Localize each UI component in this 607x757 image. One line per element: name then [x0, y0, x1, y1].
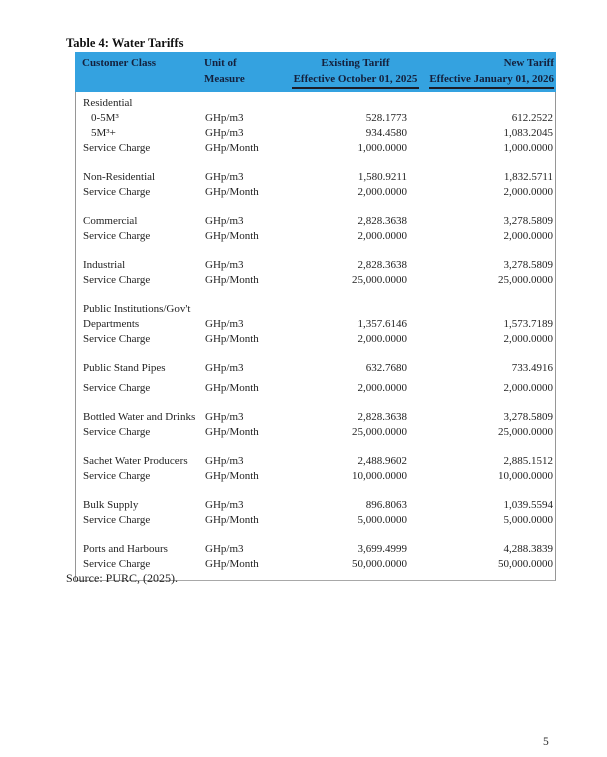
header-customer-class	[75, 55, 204, 89]
cell-new-tariff: 1,573.7189	[503, 318, 553, 330]
table-title: Table 4: Water Tariffs	[66, 36, 184, 50]
table-section	[76, 214, 555, 244]
header-new-tariff	[428, 55, 556, 89]
header-existing-tariff	[283, 55, 428, 89]
cell-label: Service Charge	[83, 142, 151, 154]
cell-existing: 10,000.0000	[352, 470, 407, 482]
cell-new-tariff: 1,083.2045	[503, 127, 553, 139]
cell-label: Non-Residential	[83, 171, 156, 183]
cell-unit: GHp/Month	[205, 382, 259, 394]
cell-label: Sachet Water Producers	[83, 455, 188, 467]
cell-existing: 2,000.0000	[357, 230, 407, 242]
header-customer-class-label: Customer Class	[82, 57, 157, 69]
cell-label: Industrial	[83, 259, 126, 271]
cell-existing: 25,000.0000	[352, 274, 407, 286]
cell-unit	[205, 302, 284, 317]
cell-label: Public Institutions/Gov't	[83, 303, 191, 315]
table-row	[76, 111, 555, 126]
cell-new-tariff: 25,000.0000	[498, 426, 553, 438]
cell-new-tariff: 10,000.0000	[498, 470, 553, 482]
cell-label: Bulk Supply	[83, 499, 139, 511]
source-note: Source: PURC, (2025).	[66, 571, 178, 585]
cell-existing: 2,000.0000	[357, 382, 407, 394]
table-section	[76, 498, 555, 528]
cell-existing: 934.4580	[365, 127, 407, 139]
cell-existing: 5,000.0000	[357, 514, 407, 526]
header-new-line2	[428, 71, 554, 89]
cell-new-tariff	[429, 96, 557, 111]
table-section	[76, 258, 555, 288]
table-row	[76, 258, 555, 273]
cell-new-tariff: 5,000.0000	[503, 514, 553, 526]
cell-label: Service Charge	[83, 426, 151, 438]
table-section	[76, 454, 555, 484]
cell-unit: GHp/Month	[205, 426, 259, 438]
water-tariffs-table	[75, 52, 556, 581]
cell-unit: GHp/Month	[205, 230, 259, 242]
cell-existing: 3,699.4999	[357, 543, 407, 555]
cell-existing: 1,357.6146	[357, 318, 407, 330]
cell-existing: 528.1773	[365, 112, 407, 124]
cell-existing: 2,828.3638	[357, 259, 407, 271]
cell-unit: GHp/Month	[205, 274, 259, 286]
table-row	[76, 425, 555, 440]
table-row	[76, 498, 555, 513]
table-row	[76, 317, 555, 332]
cell-new-tariff: 3,278.5809	[503, 215, 553, 227]
cell-new-tariff: 3,278.5809	[503, 259, 553, 271]
table-row	[76, 214, 555, 229]
header-new-effective-date: Effective January 01, 2026	[429, 71, 554, 89]
cell-new-tariff: 1,039.5594	[503, 499, 553, 511]
table-row	[76, 513, 555, 528]
cell-new-tariff: 2,885.1512	[503, 455, 553, 467]
table-row	[76, 361, 555, 376]
cell-new-tariff: 4,288.3839	[503, 543, 553, 555]
cell-new-tariff: 1,832.5711	[503, 171, 553, 183]
cell-unit: GHp/m3	[205, 171, 244, 183]
page-number: 5	[543, 736, 549, 748]
cell-new-tariff: 3,278.5809	[503, 411, 553, 423]
table-row	[76, 542, 555, 557]
cell-label: Commercial	[83, 215, 138, 227]
cell-label: Service Charge	[83, 558, 151, 570]
cell-unit: GHp/m3	[205, 362, 244, 374]
table-section	[76, 542, 555, 572]
cell-label: 5M³+	[91, 127, 116, 139]
cell-label: Departments	[83, 318, 140, 330]
cell-label: Service Charge	[83, 470, 151, 482]
cell-label: Service Charge	[83, 230, 151, 242]
table-row	[76, 557, 555, 572]
cell-new-tariff: 25,000.0000	[498, 274, 553, 286]
cell-new-tariff: 1,000.0000	[503, 142, 553, 154]
table-section	[76, 302, 555, 347]
cell-new-tariff: 2,000.0000	[503, 333, 553, 345]
cell-existing: 2,488.9602	[357, 455, 407, 467]
cell-new-tariff	[429, 302, 557, 317]
cell-label: 0-5M³	[91, 112, 119, 124]
table-row	[76, 170, 555, 185]
cell-unit: GHp/m3	[205, 259, 244, 271]
table-row	[76, 454, 555, 469]
table-section	[76, 361, 555, 396]
cell-label: Bottled Water and Drinks	[83, 411, 196, 423]
cell-unit: GHp/m3	[205, 127, 244, 139]
cell-existing: 896.8063	[365, 499, 407, 511]
table-row	[76, 302, 555, 317]
cell-label: Service Charge	[83, 186, 151, 198]
cell-unit: GHp/m3	[205, 543, 244, 555]
cell-unit: GHp/m3	[205, 318, 244, 330]
table-row	[76, 141, 555, 156]
cell-unit: GHp/m3	[205, 455, 244, 467]
cell-unit: GHp/m3	[205, 215, 244, 227]
header-existing-effective-date: Effective October 01, 2025	[292, 71, 420, 89]
table-section	[76, 170, 555, 200]
table-row	[76, 410, 555, 425]
cell-new-tariff: 733.4916	[511, 362, 553, 374]
cell-label: Ports and Harbours	[83, 543, 168, 555]
cell-existing: 1,580.9211	[357, 171, 407, 183]
header-existing-line2	[283, 71, 428, 89]
cell-unit: GHp/Month	[205, 558, 259, 570]
cell-new-tariff: 612.2522	[511, 112, 553, 124]
cell-new-tariff: 2,000.0000	[503, 186, 553, 198]
table-row	[76, 185, 555, 200]
cell-existing: 2,000.0000	[357, 333, 407, 345]
table-section	[76, 96, 555, 156]
header-unit-line2: Measure	[204, 73, 245, 85]
cell-existing: 2,000.0000	[357, 186, 407, 198]
cell-unit: GHp/Month	[205, 186, 259, 198]
cell-label: Residential	[83, 97, 133, 109]
cell-new-tariff: 50,000.0000	[498, 558, 553, 570]
cell-label: Service Charge	[83, 274, 151, 286]
cell-unit	[205, 96, 284, 111]
cell-unit: GHp/m3	[205, 499, 244, 511]
cell-unit: GHp/Month	[205, 333, 259, 345]
table-row	[76, 273, 555, 288]
table-row	[76, 332, 555, 347]
cell-existing: 50,000.0000	[352, 558, 407, 570]
cell-new-tariff: 2,000.0000	[503, 230, 553, 242]
table-row	[76, 469, 555, 484]
cell-existing: 25,000.0000	[352, 426, 407, 438]
cell-existing: 2,828.3638	[357, 411, 407, 423]
header-new-line1: New Tariff	[503, 57, 554, 69]
cell-unit: GHp/m3	[205, 112, 244, 124]
table-body	[75, 92, 556, 581]
cell-label: Public Stand Pipes	[83, 362, 166, 374]
table-header	[75, 52, 556, 92]
cell-existing	[284, 96, 429, 111]
cell-existing: 632.7680	[365, 362, 407, 374]
cell-unit: GHp/Month	[205, 470, 259, 482]
table-row	[76, 96, 555, 111]
cell-label: Service Charge	[83, 514, 151, 526]
table-section	[76, 410, 555, 440]
header-existing-line1: Existing Tariff	[321, 57, 390, 69]
cell-label: Service Charge	[83, 333, 151, 345]
cell-unit: GHp/m3	[205, 411, 244, 423]
cell-new-tariff: 2,000.0000	[503, 382, 553, 394]
cell-unit: GHp/Month	[205, 514, 259, 526]
table-row	[76, 229, 555, 244]
cell-unit: GHp/Month	[205, 142, 259, 154]
cell-existing	[284, 302, 429, 317]
header-unit-of-measure	[204, 55, 283, 89]
header-unit-line1: Unit of	[204, 57, 237, 69]
cell-existing: 2,828.3638	[357, 215, 407, 227]
table-row	[76, 126, 555, 141]
cell-label: Service Charge	[83, 382, 151, 394]
cell-existing: 1,000.0000	[357, 142, 407, 154]
table-row	[76, 381, 555, 396]
